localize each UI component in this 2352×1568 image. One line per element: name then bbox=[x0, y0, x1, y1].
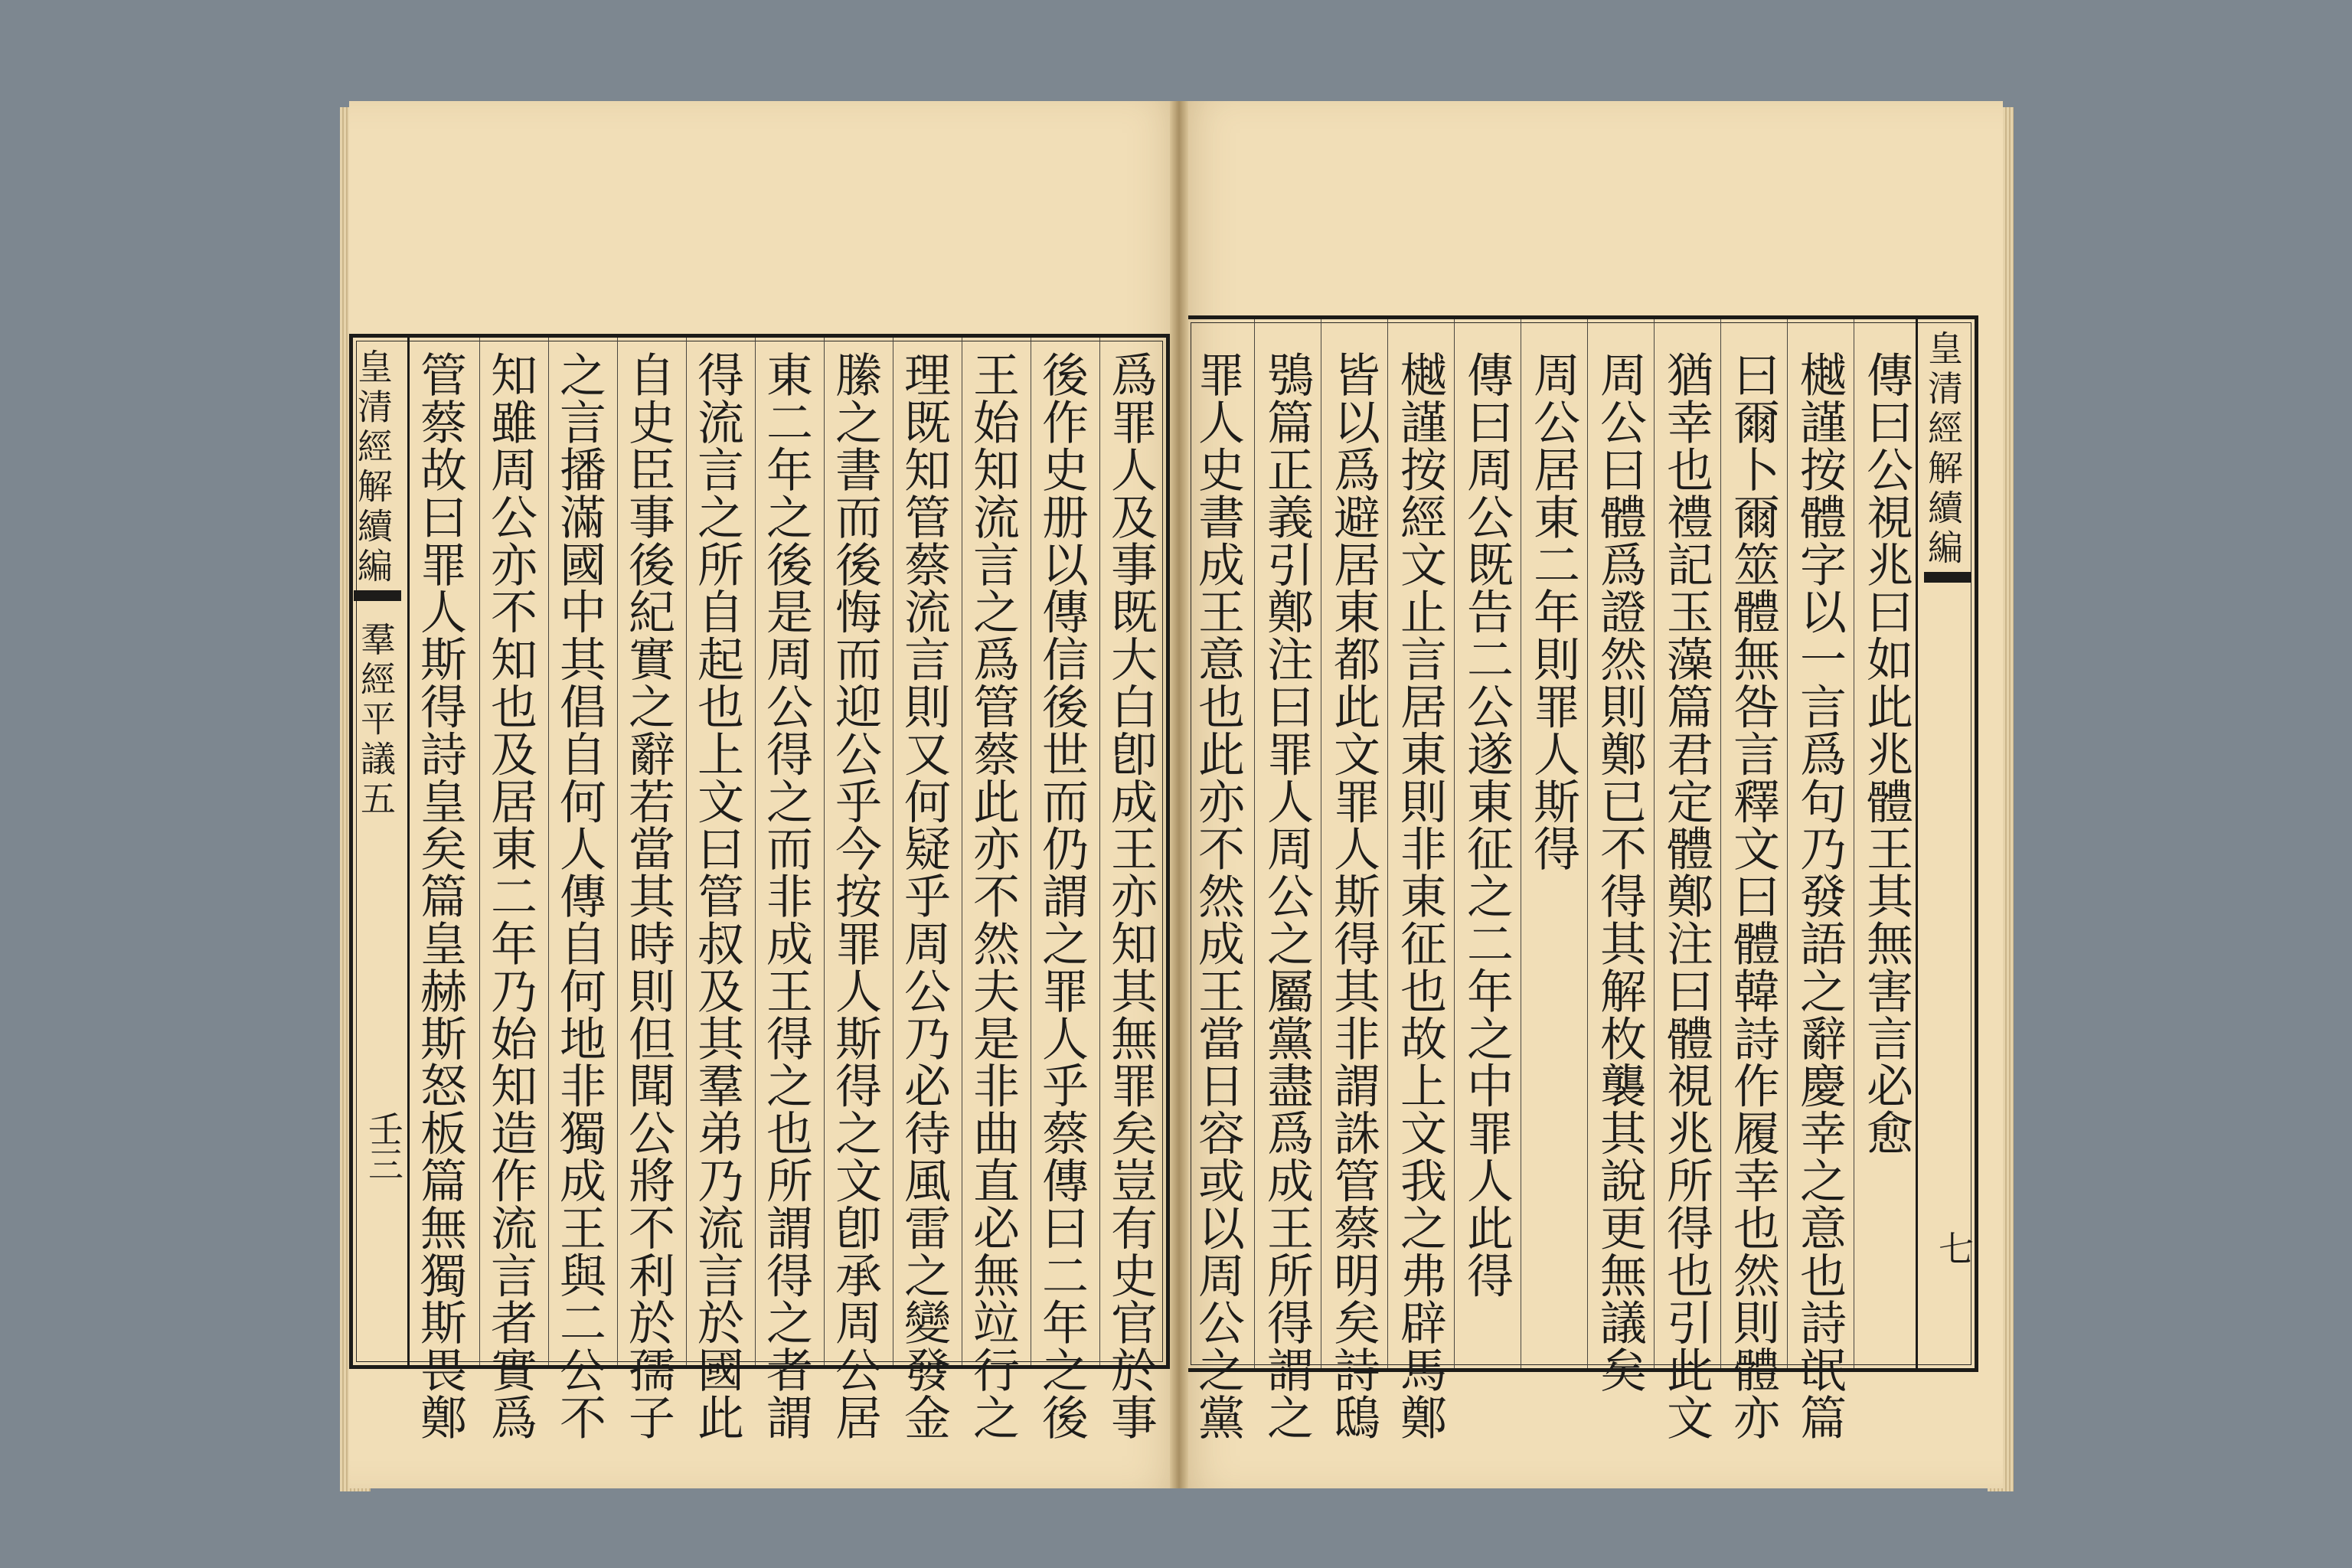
column-rule bbox=[824, 338, 825, 1365]
left-section-title: 羣經平議五 bbox=[355, 621, 397, 820]
right-spine-title: 皇清經解續編 bbox=[1922, 330, 1964, 569]
column-rule bbox=[1587, 319, 1588, 1368]
column-rule bbox=[1254, 319, 1255, 1368]
column-rule bbox=[1720, 319, 1721, 1368]
left-text-column-8: 自史臣事後紀實之辭若當其時則但聞公將不利於孺子 bbox=[621, 351, 675, 1441]
column-rule bbox=[1387, 319, 1388, 1368]
column-rule bbox=[686, 338, 687, 1365]
right-text-column-11: 罪人史書成王意也此亦不然成王當日容或以周公之黨 bbox=[1191, 351, 1245, 1441]
column-rule bbox=[617, 338, 618, 1365]
left-text-column-9: 之言播滿國中其倡自何人傳自何地非獨成王與二公不 bbox=[552, 351, 606, 1441]
right-text-column-6: 周公居東二年則罪人斯得 bbox=[1526, 351, 1580, 872]
column-rule bbox=[1099, 338, 1100, 1365]
right-text-column-3: 曰爾卜爾筮體無咎言釋文曰體韓詩作履幸也然則體亦 bbox=[1726, 351, 1780, 1441]
left-text-column-10: 知雖周公亦不知也及居東二年乃始知造作流言者實爲 bbox=[483, 351, 537, 1441]
left-text-column-6: 東二年之後是周公得之而非成王得之也所謂得之者謂 bbox=[759, 351, 813, 1441]
right-text-column-7: 傳曰周公既告二公遂東征之二年之中罪人此得 bbox=[1459, 351, 1514, 1298]
left-text-column-2: 後作史册以傳信後世而仍謂之罪人乎蔡傳曰二年之後 bbox=[1034, 351, 1089, 1441]
right-text-column-8: 樾謹按經文止言居東則非東征也故上文我之弗辟馬鄭 bbox=[1393, 351, 1447, 1441]
right-text-column-2: 樾謹按體字以一言爲句乃發語之辭慶幸之意也詩氓篇 bbox=[1792, 351, 1847, 1441]
left-page bbox=[349, 101, 1185, 1488]
left-fishtail-mark bbox=[354, 590, 401, 601]
column-rule bbox=[1454, 319, 1455, 1368]
right-text-column-5: 周公曰體爲證然則鄭已不得其解枚襲其說更無議矣 bbox=[1592, 351, 1647, 1393]
right-fishtail-mark bbox=[1924, 572, 1971, 583]
left-text-column-1: 爲罪人及事既大白卽成王亦知其無罪矣豈有史官於事 bbox=[1103, 351, 1158, 1441]
left-text-column-4: 理既知管蔡流言則又何疑乎周公乃必待風雷之變發金 bbox=[897, 351, 951, 1441]
right-folio: 七 bbox=[1933, 1230, 1975, 1266]
right-spine-strip bbox=[1916, 319, 1977, 1368]
column-rule bbox=[1654, 319, 1655, 1368]
column-rule bbox=[755, 338, 756, 1365]
left-text-column-5: 縢之書而後悔而迎公乎今按罪人斯得之文卽承周公居 bbox=[828, 351, 882, 1441]
left-spine-strip bbox=[349, 338, 410, 1365]
column-rule bbox=[548, 338, 549, 1365]
left-text-column-7: 得流言之所自起也上文曰管叔及其羣弟乃流言於國此 bbox=[690, 351, 744, 1441]
right-text-column-1: 傳曰公視兆曰如此兆體王其無害言必愈 bbox=[1859, 351, 1913, 1157]
right-text-column-9: 皆以爲避居東都此文罪人斯得其非謂誅管蔡明矣詩鴟 bbox=[1326, 351, 1380, 1441]
left-spine-title: 皇清經解續編 bbox=[352, 348, 394, 587]
right-text-column-10: 鴞篇正義引鄭注曰罪人周公之屬黨盡爲成王所得謂之 bbox=[1259, 351, 1314, 1441]
left-folio: 壬三 bbox=[363, 1111, 404, 1181]
left-text-column-11: 管蔡故曰罪人斯得詩皇矣篇皇赫斯怒板篇無獨斯畏鄭 bbox=[413, 351, 467, 1441]
column-rule bbox=[479, 338, 480, 1365]
left-text-column-3: 王始知流言之爲管蔡此亦不然夫是非曲直必無竝行之 bbox=[965, 351, 1020, 1441]
column-rule bbox=[1787, 319, 1788, 1368]
book-gutter bbox=[1170, 101, 1188, 1488]
right-text-column-4: 猶幸也禮記玉藻篇君定體鄭注曰體視兆所得也引此文 bbox=[1659, 351, 1713, 1441]
right-page bbox=[1178, 101, 2003, 1488]
